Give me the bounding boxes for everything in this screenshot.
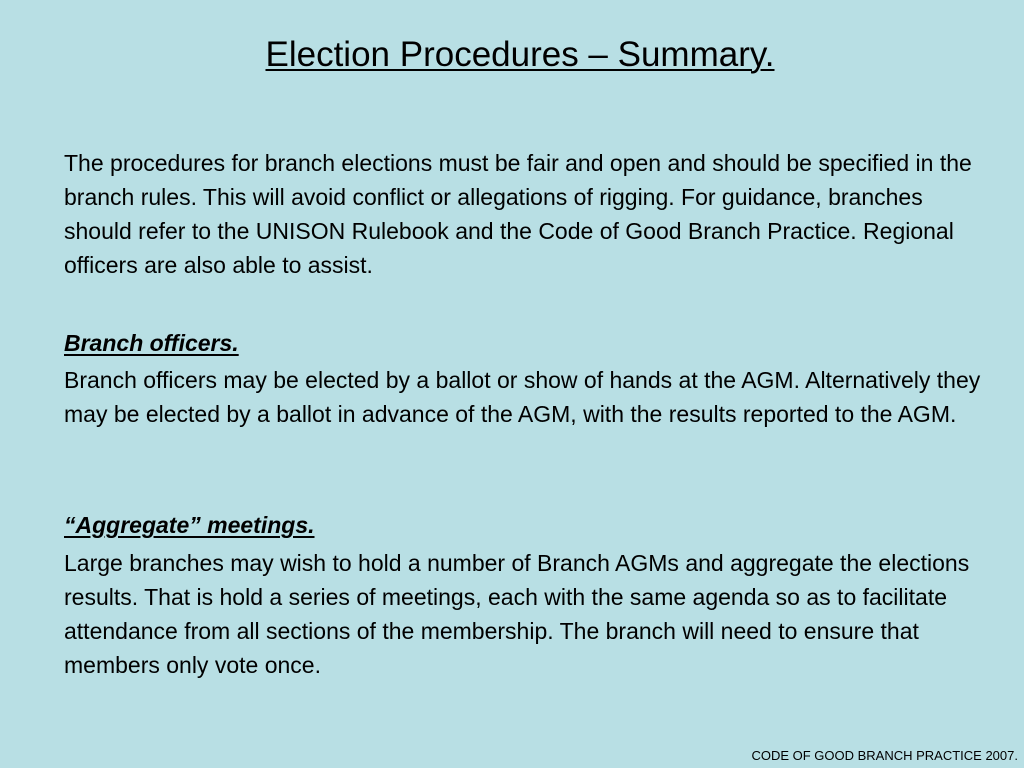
section-heading-branch-officers: Branch officers. xyxy=(64,330,239,356)
intro-paragraph: The procedures for branch elections must be fair and open and should be specified in the branch rules. This will avoid conflict or allegations of rigging. For guidance, branches should refer to the UNISON Rulebook and the Code of Good Branch Practice. Regional officers are also able to assist. xyxy=(64,150,972,278)
section-text-branch-officers: Branch officers may be elected by a ballot or show of hands at the AGM. Alternatively they may be elected by a ballot in advance of the AGM, with the results reported to the AGM. xyxy=(64,367,981,427)
footer-text: CODE OF GOOD BRANCH PRACTICE 2007. xyxy=(751,748,1018,763)
section-heading-aggregate-meetings: “Aggregate” meetings. xyxy=(64,512,315,538)
slide-title: Election Procedures – Summary. xyxy=(265,35,775,74)
section-text-aggregate-meetings: Large branches may wish to hold a number of Branch AGMs and aggregate the elections results. That is hold a series of meetings, each with the same agenda so as to facilitate attendance from all sections of the membership. The branch will need to ensure that members only vote once. xyxy=(64,550,970,678)
